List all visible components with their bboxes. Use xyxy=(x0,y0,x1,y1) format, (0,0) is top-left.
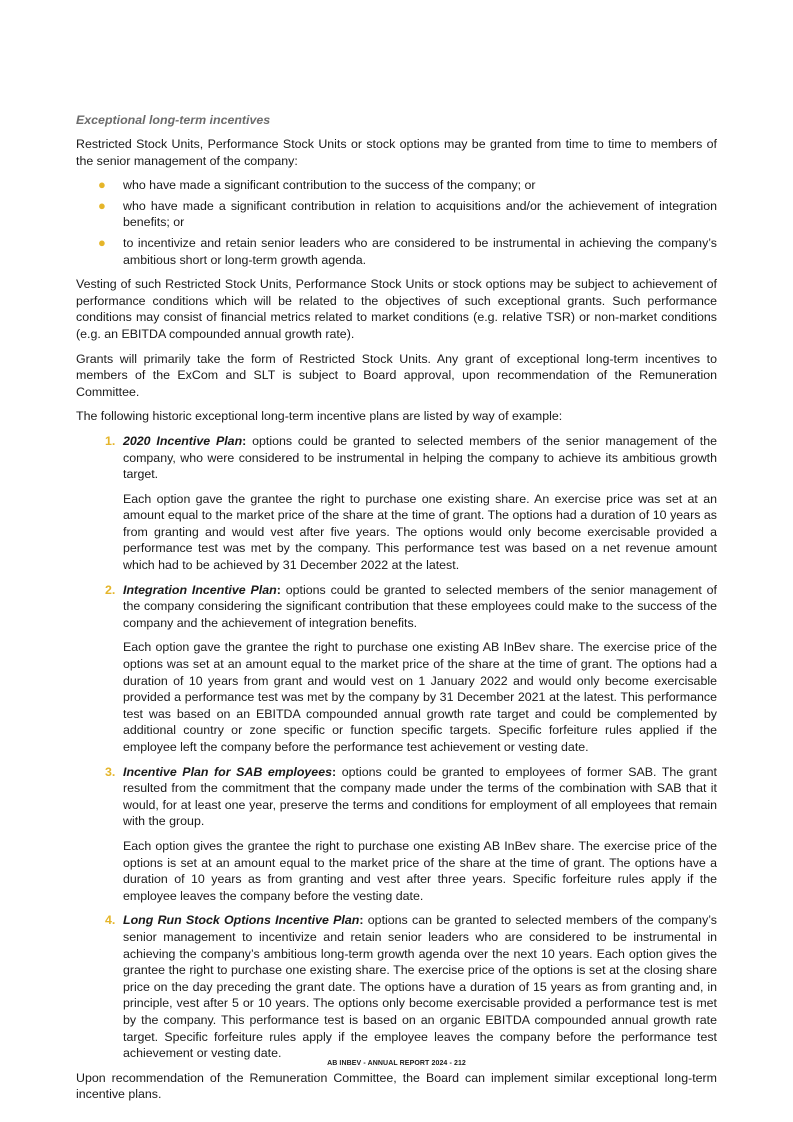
bullet-item xyxy=(76,198,717,231)
bullet-item xyxy=(76,177,717,194)
plan-name: 2020 Incentive Plan xyxy=(123,433,243,448)
bullet-text: to incentivize and retain senior leaders who are considered to be instrumental in achieving the company’s ambitious short or long-term growth agenda. xyxy=(123,235,717,267)
plan-name: Integration Incentive Plan xyxy=(123,582,277,597)
bullet-item xyxy=(76,235,717,268)
plan-name: Incentive Plan for SAB employees xyxy=(123,764,332,779)
bullet-dot-icon: ● xyxy=(98,197,106,213)
bullet-text: who have made a significant contribution to the success of the company; or xyxy=(123,178,536,193)
page-footer: AB INBEV - ANNUAL REPORT 2024 - 212 xyxy=(327,1060,466,1067)
plan-lead: Long Run Stock Options Incentive Plan: options can be granted to selected members of the company’s senior management to incentivize and retain senior leaders who are considered to be instrumental in achieving the company’s ambitious long-term growth agenda over the next 10 years. Each option gives the grantee the right to purchase one existing share. The exercise price of the options is set at the closing share price on the day preceding the grant date. The options have a duration of 15 years as from granting and, in principle, vest after 5 or 10 years. The options only become exercisable provided a performance test is met by the company. This performance test is based on an organic EBITDA compounded annual growth rate target. Specific forfeiture rules apply if the employee leaves the company before the performance test achievement or vesting date. xyxy=(123,913,717,1061)
body-text xyxy=(76,136,717,1111)
plan-item xyxy=(76,912,717,1061)
plan-detail: Each option gives the grantee the right to purchase one existing AB InBev share. The exercise price of the options is set at an amount equal to the market price of the share at the time of grant. The options have a duration of 10 years as from granting and vest after three years. Specific forfeiture rules apply if the employee leaves the company before the vesting date. xyxy=(123,838,717,903)
intro-paragraph: Restricted Stock Units, Performance Stock Units or stock options may be granted from time to time to members of the senior management of the company: xyxy=(76,137,717,168)
plan-lead-text: options could be granted to employees of former SAB. The grant resulted from the commitment that the company made under the terms of the combination with SAB that it would, for at least one year, preserve the terms and conditions for employment of all employees that remain with the group. xyxy=(123,764,717,829)
plan-number: 3. xyxy=(105,764,116,779)
plan-number: 2. xyxy=(105,582,116,597)
plan-detail: Each option gave the grantee the right to purchase one existing AB InBev share. The exercise price of the options was set at an amount equal to the market price of the share at the time of grant. The options had a duration of 10 years from grant and would vest on 1 January 2022 and would only become exercisable provided a performance test was met by the company by 31 December 2021 at the latest. This performance test was based on an EBITDA compounded annual growth rate target and could be complemented by additional country or zone specific or function specific targets. Specific forfeiture rules applied if the employee left the company before the performance test achievement or vesting date. xyxy=(123,640,717,754)
bullet-text: who have made a significant contribution in relation to acquisitions and/or the achievement of integration benefits; or xyxy=(123,198,717,230)
plan-item xyxy=(76,764,717,905)
plan-number: 1. xyxy=(105,433,116,448)
vesting-paragraph: Vesting of such Restricted Stock Units, Performance Stock Units or stock options may be subject to achievement of performance conditions which will be related to the objectives of such exceptional grants. Such performance conditions may consist of financial metrics related to market conditions (e.g. relative TSR) or non-market conditions (e.g. an EBITDA compounded annual growth rate). xyxy=(76,277,717,341)
plan-list xyxy=(76,433,717,1062)
plan-lead: Integration Incentive Plan: options could be granted to selected members of the senior management of the company considering the significant contribution that these employees could make to the success of the company and the achievement of integration benefits. xyxy=(123,582,718,630)
plan-lead: 2020 Incentive Plan: options could be granted to selected members of the senior management of the company, who were considered to be instrumental in helping the company to achieve its ambitious growth target. xyxy=(123,433,717,482)
section-heading: Exceptional long-term incentives xyxy=(76,113,271,127)
plan-number: 4. xyxy=(105,913,116,928)
plan-item xyxy=(76,433,717,574)
plan-detail: Each option gave the grantee the right to purchase one existing share. An exercise price was set at an amount equal to the market price of the share at the time of grant. The options had a duration of 10 years as from granting and would vest after five years. The options would only become exercisable provided a performance test was met by the company. This performance test was based on a net revenue amount which had to be achieved by 31 December 2022 at the latest. xyxy=(123,491,717,573)
bullet-list xyxy=(76,177,717,268)
plan-name: Long Run Stock Options Incentive Plan xyxy=(123,913,360,928)
historic-intro: The following historic exceptional long-term incentive plans are listed by way of example: xyxy=(76,409,563,424)
plan-item xyxy=(76,582,717,756)
bullet-dot-icon: ● xyxy=(98,234,106,250)
grants-paragraph: Grants will primarily take the form of Restricted Stock Units. Any grant of exceptional long-term incentives to members of the ExCom and SLT is subject to Board approval, upon recommendation of the Remuneration Committee. xyxy=(76,351,717,399)
plan-lead-text: options could be granted to selected members of the senior management of the company, who were considered to be instrumental in helping the company to achieve its ambitious growth target. xyxy=(123,433,717,482)
bullet-dot-icon: ● xyxy=(98,177,106,193)
plan-lead-text: options could be granted to selected members of the senior management of the company considering the significant contribution that these employees could make to the success of the company and the achievement of integration benefits. xyxy=(123,582,718,630)
plan-lead-text: options can be granted to selected members of the company’s senior management to incentivize and retain senior leaders who are considered to be instrumental in achieving the company’s ambitious long-term growth agenda over the next 10 years. Each option gives the grantee the right to purchase one existing share. The exercise price of the options is set at the closing share price on the day preceding the grant date. The options have a duration of 15 years as from granting and, in principle, vest after 5 or 10 years. The options only become exercisable provided a performance test is met by the company. This performance test is based on an organic EBITDA compounded annual growth rate target. Specific forfeiture rules apply if the employee leaves the company before the performance test achievement or vesting date. xyxy=(123,913,717,1061)
plan-lead: Incentive Plan for SAB employees: options could be granted to employees of former SAB. The grant resulted from the commitment that the company made under the terms of the combination with SAB that it would, for at least one year, preserve the terms and conditions for employment of all employees that remain with the group. xyxy=(123,764,717,829)
closing-paragraph: Upon recommendation of the Remuneration Committee, the Board can implement similar exceptional long-term incentive plans. xyxy=(76,1070,717,1102)
